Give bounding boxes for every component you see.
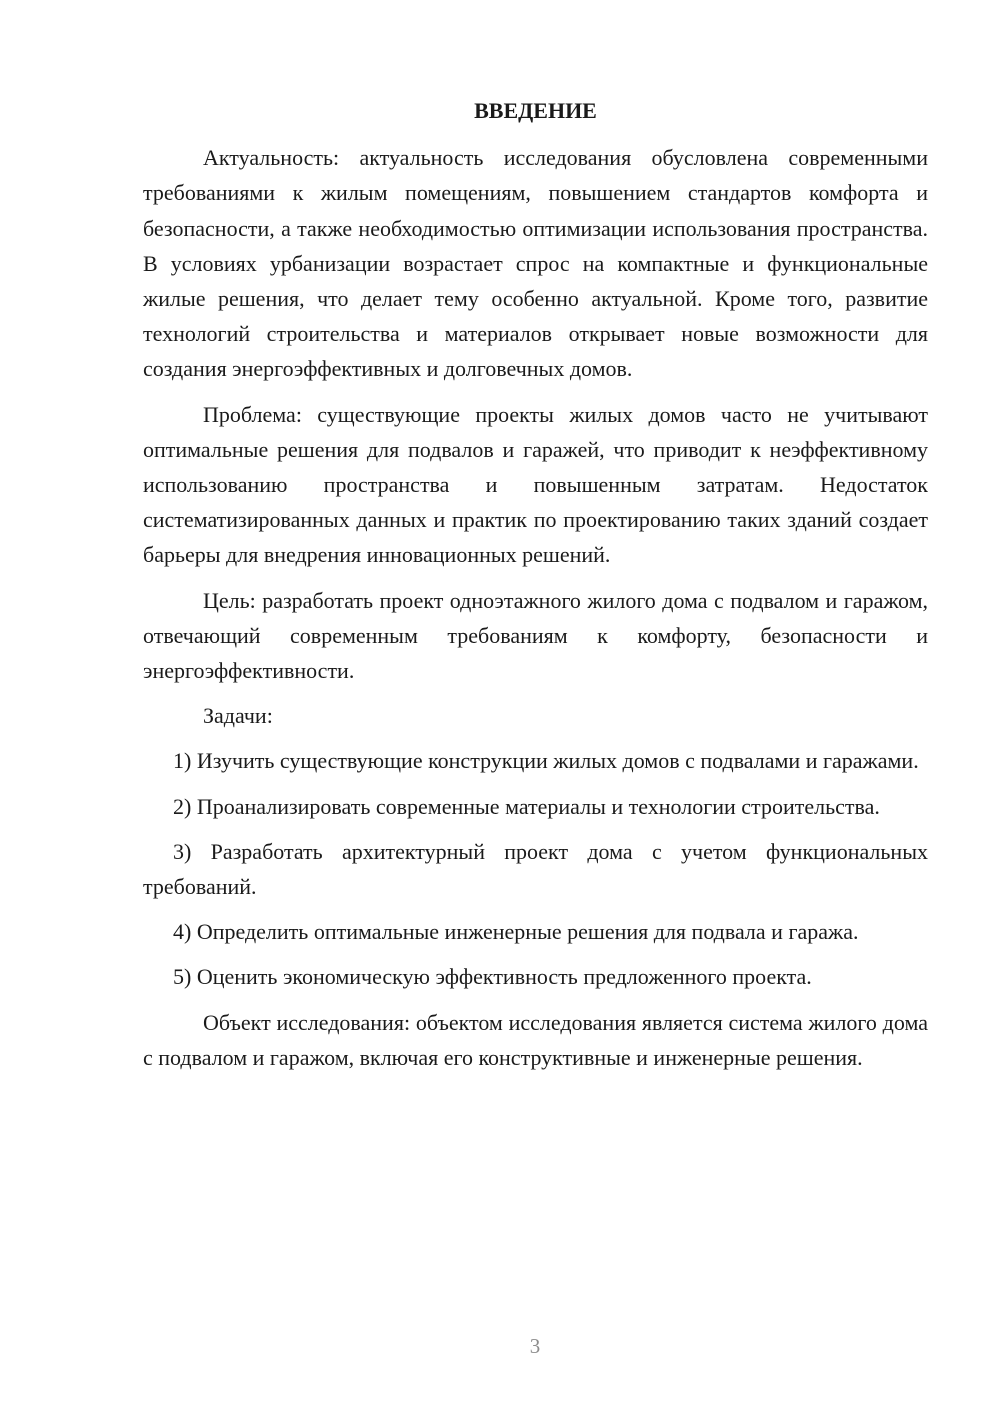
relevance-paragraph: Актуальность: актуальность исследования обусловлена современными требованиями к жилым помещениям, повышением стандартов комфорта и безопасности, а также необходимостью оптимизации использования пространства. В условиях урбанизации возрастает спрос на компактные и функциональные жилые решения, что делает тему особенно актуальной. Кроме того, развитие технологий строительства и материалов открывает новые возможности для создания энергоэффективных и долговечных домов. — [143, 145, 928, 382]
section-heading: ВВЕДЕНИЕ — [474, 98, 597, 123]
tasks-heading: Задачи: — [203, 703, 273, 729]
task-item: 1) Изучить существующие конструкции жилых домов с подвалами и гаражами. — [173, 748, 919, 774]
task-item: 3) Разработать архитектурный проект дома с учетом функциональных требований. — [143, 838, 928, 900]
goal-paragraph: Цель: разработать проект одноэтажного жилого дома с подвалом и гаражом, отвечающий современным требованиям к комфорту, безопасности и энергоэффективности. — [143, 587, 928, 684]
page-number: 3 — [529, 1334, 541, 1358]
task-item: 2) Проанализировать современные материалы и технологии строительства. — [173, 793, 880, 819]
page-content — [143, 93, 928, 1085]
research-object-paragraph: Объект исследования: объектом исследования является система жилого дома с подвалом и гаражом, включая его конструктивные и инженерные решения. — [143, 1009, 928, 1070]
problem-paragraph: Проблема: существующие проекты жилых домов часто не учитывают оптимальные решения для подвалов и гаражей, что приводит к неэффективному использованию пространства и повышенным затратам. Недостаток систематизированных данных и практик по проектированию таких зданий создает барьеры для внедрения инновационных решений. — [143, 401, 928, 568]
task-item: 4) Определить оптимальные инженерные решения для подвала и гаража. — [173, 919, 859, 945]
task-item: 5) Оценить экономическую эффективность предложенного проекта. — [173, 964, 812, 990]
